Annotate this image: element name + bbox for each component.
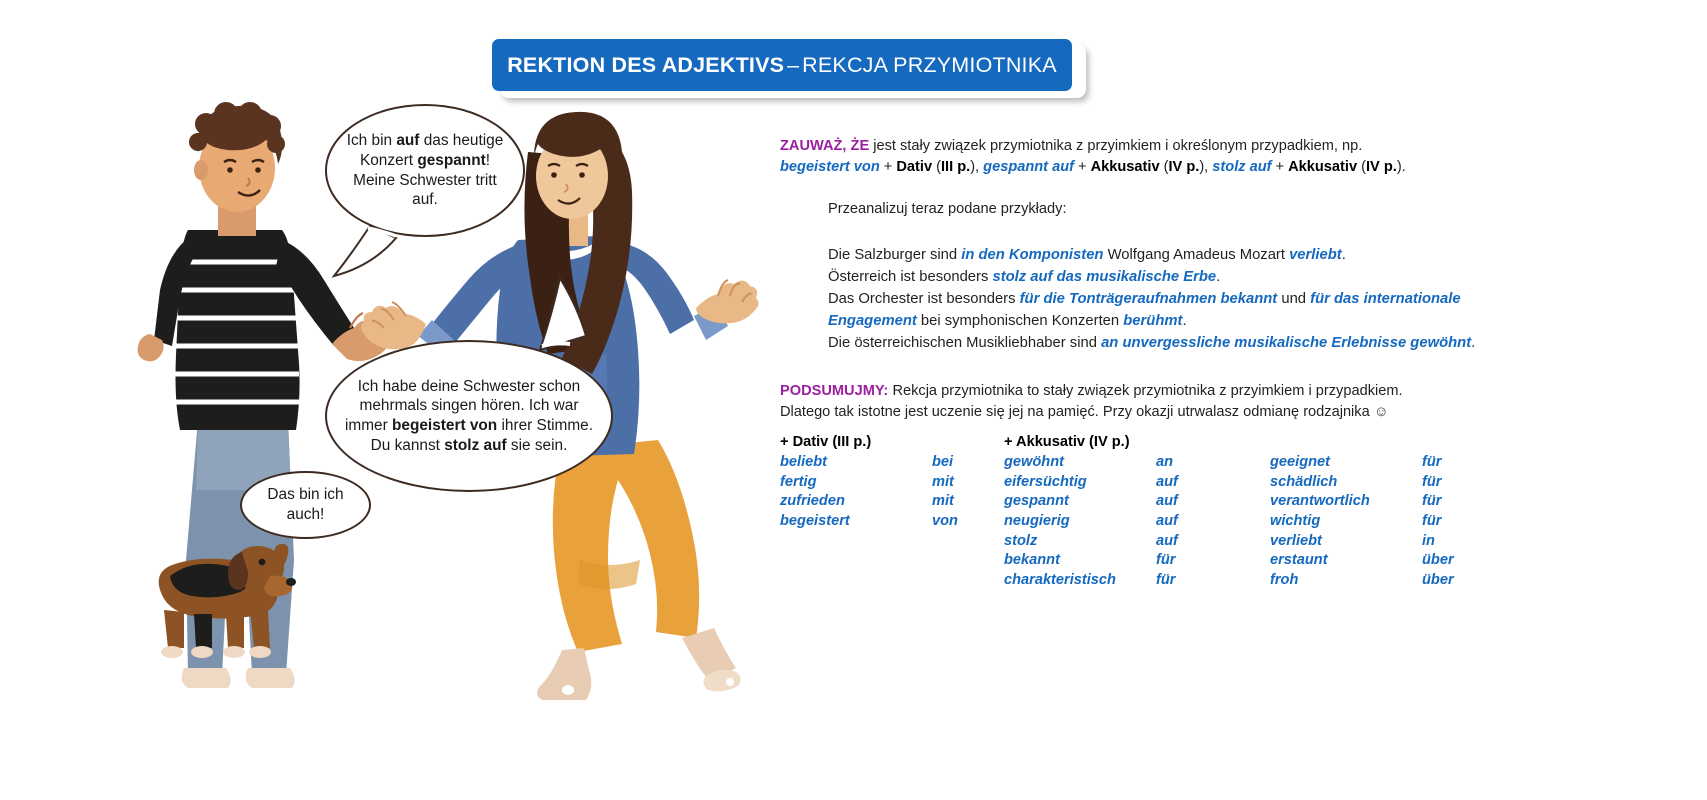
speech-bubble-boy-first: [325, 104, 525, 237]
note-line-2-seg-10: IV p.: [1168, 158, 1200, 175]
akkusativ-preposition-6: für: [1156, 572, 1176, 589]
akkusativ-cont-adjective-5: erstaunt: [1270, 552, 1328, 569]
bubble-1-seg-1: auf: [396, 132, 420, 150]
table-row: [1270, 474, 1500, 494]
bubble-1-seg-4: ! Meine Schwester tritt auf.: [353, 151, 497, 209]
note-line-2-seg-5: ),: [970, 158, 984, 175]
page-title-separator: –: [787, 52, 800, 77]
word-table-akkusativ-rows: [1004, 454, 1244, 592]
example-4-seg-2: .: [1471, 335, 1476, 352]
example-sentence-2: [828, 266, 1520, 288]
word-table-dativ-rows: [780, 454, 1010, 533]
akkusativ-cont-adjective-2: verantwortlich: [1270, 493, 1370, 510]
dativ-adjective-0: beliebt: [780, 454, 828, 470]
examples-block: [828, 244, 1520, 355]
lesson-content: [780, 136, 1520, 423]
akkusativ-preposition-4: auf: [1156, 532, 1178, 549]
page-title-german: REKTION DES ADJEKTIVS: [507, 52, 785, 77]
bubble-2-seg-0: Ich habe deine Schwester schon mehrmals singen hören. Ich war immer: [344, 377, 581, 434]
bubble-1-seg-3: gespannt: [417, 151, 486, 169]
example-2-seg-1: stolz auf das musikalische Erbe: [992, 268, 1217, 285]
akkusativ-cont-adjective-4: verliebt: [1270, 532, 1322, 549]
speech-bubble-girl: [325, 340, 613, 492]
dativ-adjective-1: fertig: [780, 473, 817, 490]
note-line-2-seg-15: (: [1357, 158, 1366, 175]
akkusativ-adjective-2: gespannt: [1004, 493, 1069, 510]
word-table-akkusativ-header: + Akkusativ (IV p.): [1004, 434, 1130, 450]
table-row: [780, 493, 1010, 513]
note-line-2-seg-12: stolz auf: [1212, 158, 1272, 175]
instruction-line: Przeanalizuj teraz podane przykłady:: [828, 201, 1067, 218]
table-row: [1270, 493, 1500, 513]
example-3-seg-1: für die Tonträgeraufnahmen bekannt: [1019, 290, 1278, 307]
note-line-2: [780, 157, 1520, 178]
note-line-2-seg-17: ).: [1396, 158, 1406, 175]
example-3-seg-0: Das Orchester ist besonders: [828, 290, 1020, 307]
example-1-seg-1: in den Komponisten: [961, 246, 1104, 263]
word-table-dativ: [780, 434, 1010, 533]
note-line-1: [780, 136, 1520, 157]
note-line-2-seg-14: Akkusativ: [1288, 158, 1358, 175]
note-line-2-seg-4: III p.: [941, 158, 971, 175]
table-row: [1004, 493, 1244, 513]
example-3-seg-5: berühmt: [1123, 313, 1183, 330]
speech-bubble-boy-second-text: [242, 485, 369, 524]
summary-block: [780, 381, 1520, 423]
page-title-banner: [492, 39, 1072, 91]
akkusativ-cont-adjective-1: schädlich: [1270, 473, 1338, 490]
akkusativ-cont-preposition-0: für: [1422, 454, 1442, 470]
bubble-2-seg-1: begeistert von: [392, 417, 498, 434]
summary-line-1-rest: Rekcja przymiotnika to stały związek przymiotnika z przyimkiem i przypadkiem.: [888, 382, 1403, 399]
akkusativ-adjective-3: neugierig: [1004, 513, 1070, 530]
note-line-2-seg-6: gespannt auf: [983, 158, 1074, 175]
akkusativ-cont-preposition-6: über: [1422, 572, 1454, 589]
word-table-dativ-header: + Dativ (III p.): [780, 434, 872, 450]
akkusativ-cont-preposition-4: in: [1422, 532, 1435, 549]
table-row: [1004, 533, 1244, 553]
dativ-preposition-0: bei: [932, 454, 954, 470]
example-4-seg-0: Die österreichischen Musikliebhaber sind: [828, 335, 1102, 352]
akkusativ-preposition-2: auf: [1156, 493, 1178, 510]
summary-line-2: Dlatego tak istotne jest uczenie się jej na pamięć. Przy okazji utrwalasz odmianę rodzajnika ☺: [780, 403, 1389, 420]
note-line-2-seg-9: (: [1159, 158, 1169, 175]
note-block: [780, 136, 1520, 177]
example-1-seg-0: Die Salzburger sind: [828, 246, 962, 263]
table-row: [1270, 533, 1500, 553]
example-3-seg-2: und: [1277, 290, 1311, 307]
note-line-2-seg-0: begeistert von: [780, 158, 880, 175]
table-row: [1004, 552, 1244, 572]
dativ-preposition-3: von: [932, 513, 958, 530]
example-2-seg-0: Österreich ist besonders: [828, 268, 993, 285]
akkusativ-cont-preposition-2: für: [1422, 493, 1442, 510]
akkusativ-adjective-0: gewöhnt: [1004, 454, 1064, 470]
dativ-adjective-2: zufrieden: [780, 493, 845, 510]
example-sentence-3: [828, 288, 1520, 332]
akkusativ-cont-adjective-6: froh: [1270, 572, 1299, 589]
table-row: [780, 474, 1010, 494]
note-line-2-seg-3: (: [932, 158, 941, 175]
akkusativ-cont-preposition-5: über: [1422, 552, 1454, 569]
speech-bubble-boy-first-tail: [330, 222, 410, 282]
example-2-seg-2: .: [1216, 268, 1221, 285]
akkusativ-adjective-1: eifersüchtig: [1004, 473, 1087, 490]
akkusativ-adjective-6: charakteristisch: [1004, 572, 1116, 589]
note-line-2-seg-8: Akkusativ: [1090, 158, 1160, 175]
word-table-akkusativ-continued-rows: [1270, 454, 1500, 592]
girl-right-hand: [696, 280, 759, 323]
akkusativ-cont-preposition-3: für: [1422, 513, 1442, 530]
word-table-akkusativ-continued: [1270, 434, 1500, 592]
example-1-seg-3: verliebt: [1289, 246, 1342, 263]
word-table-akkusativ-continued-header: [1270, 434, 1500, 454]
bubble-1-seg-0: Ich bin: [346, 132, 397, 150]
akkusativ-cont-adjective-3: wichtig: [1270, 513, 1321, 530]
note-line-2-seg-16: IV p.: [1366, 158, 1397, 175]
table-row: [1270, 513, 1500, 533]
dativ-adjective-3: begeistert: [780, 513, 850, 530]
note-line-2-seg-11: ),: [1199, 158, 1213, 175]
speech-bubble-boy-first-text: [327, 131, 523, 210]
table-row: [1004, 513, 1244, 533]
akkusativ-cont-preposition-1: für: [1422, 473, 1442, 490]
speech-bubble-girl-text: [327, 377, 611, 456]
note-line-2-seg-1: +: [879, 158, 897, 175]
bubble-2-seg-3: stolz auf: [444, 436, 507, 454]
table-row: [1004, 454, 1244, 474]
page-title-polish: REKCJA PRZYMIOTNIKA: [802, 52, 1057, 77]
table-row: [780, 454, 1010, 474]
note-line-2-seg-2: Dativ: [896, 158, 933, 175]
dativ-preposition-2: mit: [932, 493, 954, 510]
table-row: [1004, 572, 1244, 592]
speech-bubble-girl-tail: [530, 274, 600, 354]
bubble-2-seg-4: sie sein.: [506, 436, 568, 454]
akkusativ-preposition-3: auf: [1156, 513, 1178, 530]
table-row: [1270, 572, 1500, 592]
example-3-seg-4: bei symphonischen Konzerten: [916, 313, 1124, 330]
table-row: [780, 513, 1010, 533]
note-lead-label: ZAUWAŻ, ŻE: [780, 138, 870, 154]
example-4-seg-1: an unvergessliche musikalische Erlebnisse gewöhnt: [1101, 335, 1472, 352]
akkusativ-cont-adjective-0: geeignet: [1270, 454, 1331, 470]
summary-lead-label: PODSUMUJMY:: [780, 382, 889, 399]
akkusativ-adjective-4: stolz: [1004, 532, 1038, 549]
akkusativ-adjective-5: bekannt: [1004, 552, 1060, 569]
example-3-seg-6: .: [1182, 313, 1187, 330]
dativ-preposition-1: mit: [932, 473, 954, 490]
note-line-1-rest: jest stały związek przymiotnika z przyimkiem i określonym przypadkiem, np.: [869, 138, 1363, 154]
table-row: [1270, 552, 1500, 572]
akkusativ-preposition-0: an: [1156, 454, 1174, 470]
table-row: [1004, 474, 1244, 494]
bubble-1-seg-2: das heutige Konzert: [359, 132, 504, 169]
word-table-akkusativ: [1004, 434, 1244, 592]
akkusativ-preposition-5: für: [1156, 552, 1176, 569]
summary-line-1: [780, 381, 1520, 402]
bubble-2-seg-2: ihrer Stimme. Du kannst: [370, 417, 593, 454]
example-3-seg-3: für das internationale Engagement: [828, 290, 1461, 330]
example-sentence-1: [828, 244, 1520, 266]
speech-bubble-boy-second: [240, 471, 371, 539]
example-sentence-4: [828, 332, 1520, 354]
example-1-seg-4: .: [1341, 246, 1346, 263]
note-line-2-seg-13: +: [1271, 158, 1289, 175]
table-row: [1270, 454, 1500, 474]
note-line-2-seg-7: +: [1073, 158, 1091, 175]
akkusativ-preposition-1: auf: [1156, 473, 1178, 490]
example-1-seg-2: Wolfgang Amadeus Mozart: [1103, 246, 1290, 263]
bubble-3-seg-0: Das bin ich auch!: [267, 486, 344, 523]
